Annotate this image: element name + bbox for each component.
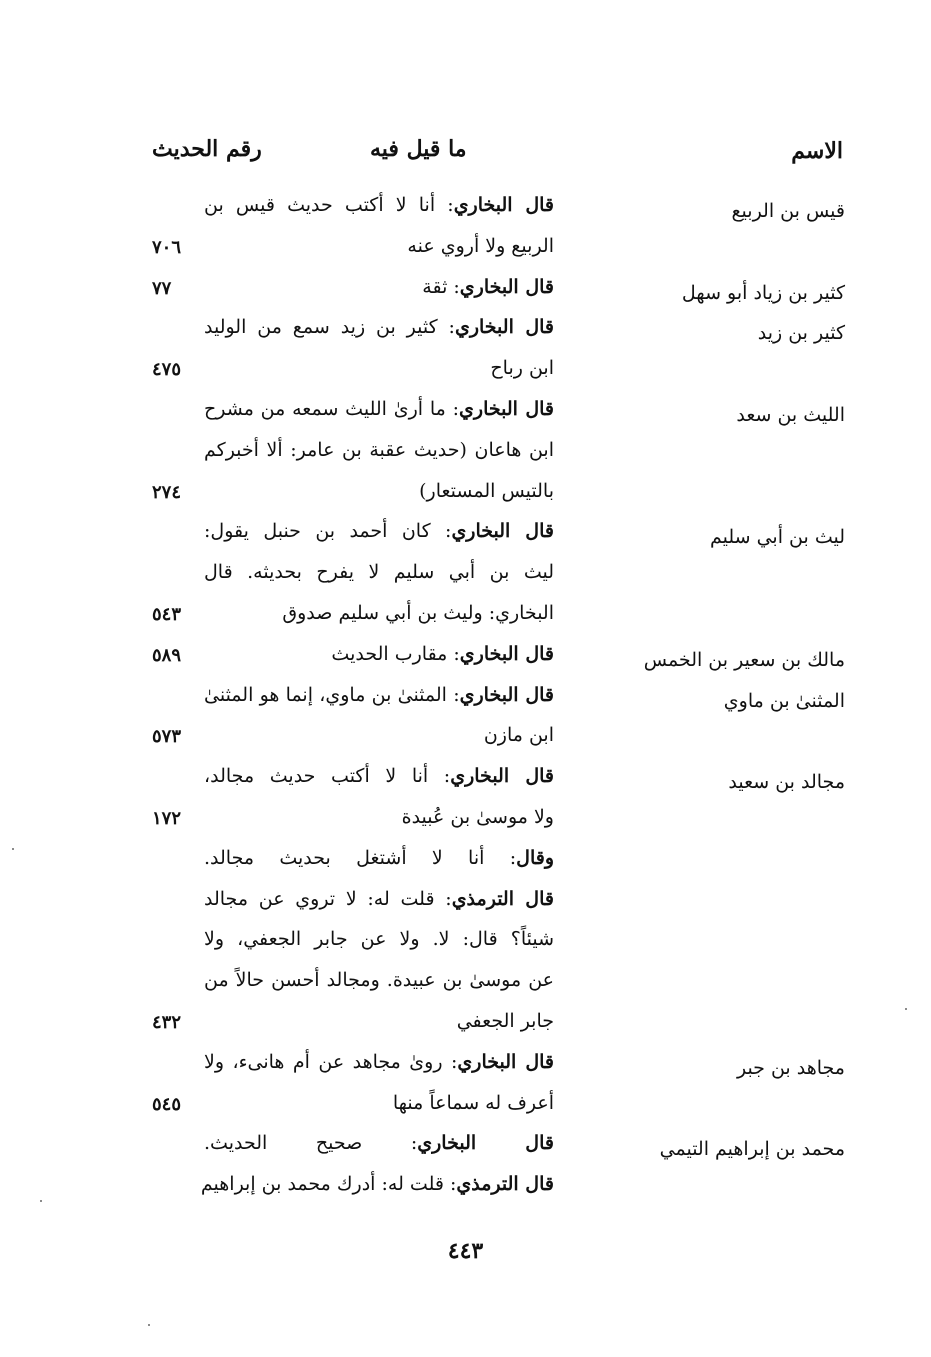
entry-line xyxy=(0,555,931,596)
hadith-number: ٢٧٤ xyxy=(152,481,182,503)
statement-text: قال البخاري: كثير بن زيد سمع من الوليد xyxy=(204,316,554,339)
narrator-entry xyxy=(0,841,931,1045)
narrator-name: مالك بن سعير بن الخمس xyxy=(643,648,845,671)
narrator-entry xyxy=(0,310,931,392)
narrator-name: مجالد بن سعيد xyxy=(728,771,845,794)
entry-line xyxy=(0,1167,931,1208)
narrator-name: قيس بن الربيع xyxy=(731,200,845,222)
entry-line xyxy=(0,433,931,474)
narrator-entry xyxy=(0,759,931,841)
statement-lead: قال البخاري xyxy=(451,520,554,543)
statement-lead: قال البخاري xyxy=(459,683,554,706)
narrator-name: كثير بن زياد أبو سهل xyxy=(681,281,845,304)
statement-text: قال البخاري: أنا لا أكتب حديث قيس بن xyxy=(204,194,554,216)
narrator-name: كثير بن زيد xyxy=(757,322,845,345)
statement-lead: قال البخاري xyxy=(459,275,554,298)
statement-lead: قال الترمذي xyxy=(451,887,554,910)
statement-text: ابن هاعان (حديث عقبة بن عامر: ألا أخبركم xyxy=(204,438,554,461)
entry-line xyxy=(0,514,931,555)
narrator-name: ليث بن أبي سليم xyxy=(709,526,845,549)
header-name-column: الاسم xyxy=(791,138,843,164)
hadith-number: ٥٧٣ xyxy=(152,726,182,748)
statement-text: قال البخاري: مقارب الحديث xyxy=(331,642,554,665)
statement-lead: قال البخاري xyxy=(453,194,554,216)
scan-speck xyxy=(148,1324,150,1326)
table-header xyxy=(0,134,931,174)
hadith-number: ١٧٢ xyxy=(152,807,182,829)
narrator-entry xyxy=(0,270,931,311)
statement-lead: قال البخاري xyxy=(417,1132,554,1155)
hadith-number: ٤٣٢ xyxy=(152,1011,182,1033)
entry-line xyxy=(0,270,931,311)
statement-text: قال البخاري: أنا لا أكتب حديث مجالد، xyxy=(204,765,554,788)
narrator-name: الليث بن سعد xyxy=(736,403,845,426)
statement-text: قال البخاري: المثنىٰ بن ماوي، إنما هو المثنىٰ xyxy=(204,683,554,706)
scan-speck xyxy=(12,848,14,850)
entry-line xyxy=(0,718,931,759)
entry-line xyxy=(0,392,931,433)
narrator-name: محمد بن إبراهيم التيمي xyxy=(659,1138,845,1161)
entry-line xyxy=(0,1126,931,1167)
hadith-number: ٤٧٥ xyxy=(152,359,182,381)
statement-text: الربيع ولا أروي عنه xyxy=(407,234,554,257)
statement-text: قال الترمذي: قلت له: أدرك محمد بن إبراهيم xyxy=(200,1173,554,1196)
narrator-entry xyxy=(0,392,931,514)
statement-text: ولا موسىٰ بن عُبيدة xyxy=(401,805,554,828)
entry-line xyxy=(0,474,931,515)
entry-line xyxy=(0,637,931,678)
narrator-name: المثنىٰ بن ماوي xyxy=(723,689,845,712)
narrator-entry xyxy=(0,188,931,270)
entry-line xyxy=(0,188,931,229)
narrator-name: مجاهد بن جبر xyxy=(736,1056,845,1079)
statement-text: جابر الجعفي xyxy=(456,1009,554,1032)
narrator-entry xyxy=(0,1126,931,1208)
statement-text: شيئاً؟ قال: لا. ولا عن جابر الجعفي، ولا xyxy=(204,928,554,951)
statement-text: أعرف له سماعاً منها xyxy=(392,1091,554,1114)
entry-line xyxy=(0,800,931,841)
statement-lead: قال البخاري xyxy=(450,765,554,788)
statement-lead: قال الترمذي xyxy=(456,1173,554,1196)
statement-text: ابن رباح xyxy=(490,357,554,380)
entry-line xyxy=(0,596,931,637)
narrator-entry xyxy=(0,514,931,636)
entry-line xyxy=(0,841,931,882)
header-number-column: رقم الحديث xyxy=(152,136,262,162)
statement-text: قال الترمذي: قلت له: لا تروي عن مجالد xyxy=(204,887,554,910)
entry-line xyxy=(0,1045,931,1086)
entry-line xyxy=(0,1004,931,1045)
entry-line xyxy=(0,351,931,392)
statement-text: ليث بن أبي سليم لا يفرح بحديثه. قال xyxy=(204,561,554,584)
statement-lead: قال البخاري xyxy=(459,642,554,665)
statement-lead: قال البخاري xyxy=(457,1050,554,1073)
statement-text: ابن مازن xyxy=(483,724,554,747)
entry-line xyxy=(0,963,931,1004)
narrator-entries xyxy=(0,188,931,1208)
statement-lead: قال البخاري xyxy=(454,316,554,339)
entry-line xyxy=(0,759,931,800)
statement-text: قال البخاري: كان أحمد بن حنبل يقول: xyxy=(204,520,554,543)
statement-text: قال البخاري: ما أرىٰ الليث سمعه من مشرح xyxy=(204,397,555,420)
header-said-column: ما قيل فيه xyxy=(370,136,467,162)
statement-text: البخاري: وليث بن أبي سليم صدوق xyxy=(282,601,554,624)
statement-text: وقال: أنا لا أشتغل بحديث مجالد. xyxy=(204,846,554,869)
scan-speck xyxy=(905,1008,907,1010)
statement-text: قال البخاري: ثقة xyxy=(422,275,554,298)
entry-line xyxy=(0,1086,931,1127)
statement-lead: وقال xyxy=(516,846,554,869)
scan-speck xyxy=(40,1200,42,1202)
entry-line xyxy=(0,310,931,351)
statement-text: قال البخاري: روىٰ مجاهد عن أم هانىء، ولا xyxy=(204,1050,554,1073)
statement-text: قال البخاري: صحيح الحديث. xyxy=(204,1132,554,1155)
statement-text: عن موسىٰ بن عبيدة. ومجالد أحسن حالاً من xyxy=(204,969,554,992)
entry-line xyxy=(0,922,931,963)
narrator-entry xyxy=(0,637,931,678)
narrator-entry xyxy=(0,1045,931,1127)
hadith-number: ٧٠٦ xyxy=(152,236,182,258)
hadith-number: ٥٨٩ xyxy=(152,644,182,666)
narrator-entry xyxy=(0,678,931,760)
hadith-number: ٥٤٥ xyxy=(152,1093,182,1115)
entry-line xyxy=(0,678,931,719)
page-number: ٤٤٣ xyxy=(447,1238,484,1264)
entry-line xyxy=(0,882,931,923)
hadith-number: ٧٧ xyxy=(152,277,172,299)
hadith-number: ٥٤٣ xyxy=(152,603,182,625)
entry-line xyxy=(0,229,931,270)
statement-lead: قال البخاري xyxy=(459,397,555,420)
statement-text: بالتيس المستعار) xyxy=(419,479,554,502)
